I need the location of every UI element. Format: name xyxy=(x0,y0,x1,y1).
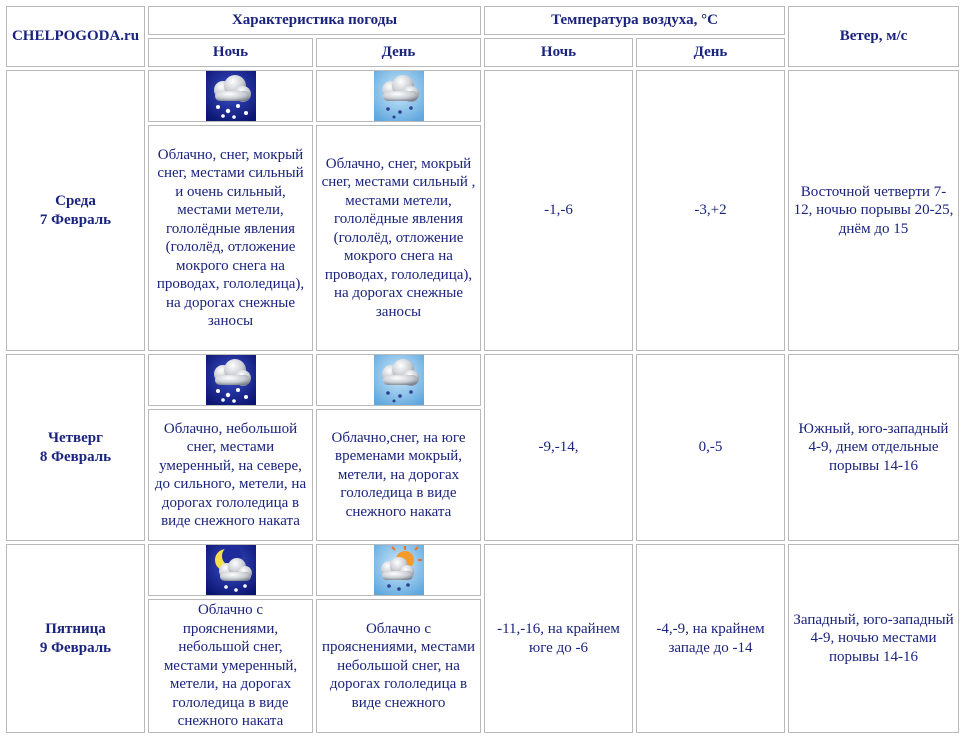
temp-night: -11,-16, на крайнем юге до -6 xyxy=(484,544,633,733)
day-desc: Облачно с прояснениями, местами небольшой снег, на дорогах гололедица в виде снежного xyxy=(316,599,481,733)
temp-day: 0,-5 xyxy=(636,354,785,541)
night-desc: Облачно с прояснениями, небольшой снег, местами умеренный, метели, на дорогах гололедица в виде снежного наката xyxy=(148,599,313,733)
day-desc: Облачно,снег, на юге временами мокрый, метели, на дорогах гололедица в виде снежного наката xyxy=(316,409,481,541)
temp-night: -9,-14, xyxy=(484,354,633,541)
day-label xyxy=(6,70,145,351)
date: 8 Февраль xyxy=(39,448,112,465)
cloud-snow-day-icon xyxy=(374,71,424,121)
weekday: Пятница xyxy=(45,621,106,637)
header-temp-day: День xyxy=(636,38,785,67)
header-wind: Ветер, м/с xyxy=(788,6,959,67)
header-char-day: День xyxy=(316,38,481,67)
day-icon-cell xyxy=(316,544,481,596)
date: 7 Февраль xyxy=(39,211,112,228)
site-name: CHELPOGODA.ru xyxy=(6,6,145,67)
header-temp-night: Ночь xyxy=(484,38,633,67)
temp-day: -3,+2 xyxy=(636,70,785,351)
night-icon-cell xyxy=(148,544,313,596)
moon-cloud-snow-icon xyxy=(206,545,256,595)
cloud-snow-day-icon xyxy=(374,355,424,405)
day-icon-cell xyxy=(316,70,481,122)
temp-night: -1,-6 xyxy=(484,70,633,351)
day-label xyxy=(6,544,145,733)
date: 9 Февраль xyxy=(39,639,112,656)
day-label xyxy=(6,354,145,541)
header-weather-characteristic: Характеристика погоды xyxy=(148,6,481,35)
cloud-heavy-snow-night-icon xyxy=(206,355,256,405)
night-desc: Облачно, небольшой снег, местами умеренный, на севере, до сильного, метели, на дорогах гололедица в виде снежного наката xyxy=(148,409,313,541)
header-char-night: Ночь xyxy=(148,38,313,67)
header-air-temperature: Температура воздуха, °С xyxy=(484,6,785,35)
night-icon-cell xyxy=(148,354,313,406)
wind-desc: Восточной четверти 7-12, ночью порывы 20-25, днём до 15 xyxy=(788,70,959,351)
weather-forecast-table xyxy=(3,3,962,736)
night-desc: Облачно, снег, мокрый снег, местами сильный и очень сильный, местами метели, гололёдные явления (гололёд, отложение мокрого снега на проводах, гололедица), на дорогах снежные заносы xyxy=(148,125,313,351)
night-icon-cell xyxy=(148,70,313,122)
day-desc: Облачно, снег, мокрый снег, местами сильный , местами метели, гололёдные явления (гололёд, отложение мокрого снега на проводах, гололедица), на дорогах снежные заносы xyxy=(316,125,481,351)
temp-day: -4,-9, на крайнем западе до -14 xyxy=(636,544,785,733)
weekday: Четверг xyxy=(48,430,103,446)
cloud-heavy-snow-night-icon xyxy=(206,71,256,121)
day-icon-cell xyxy=(316,354,481,406)
weekday: Среда xyxy=(55,193,96,209)
wind-desc: Южный, юго-западный 4-9, днем отдельные порывы 14-16 xyxy=(788,354,959,541)
sun-cloud-snow-icon xyxy=(374,545,424,595)
wind-desc: Западный, юго-западный 4-9, ночью местами порывы 14-16 xyxy=(788,544,959,733)
